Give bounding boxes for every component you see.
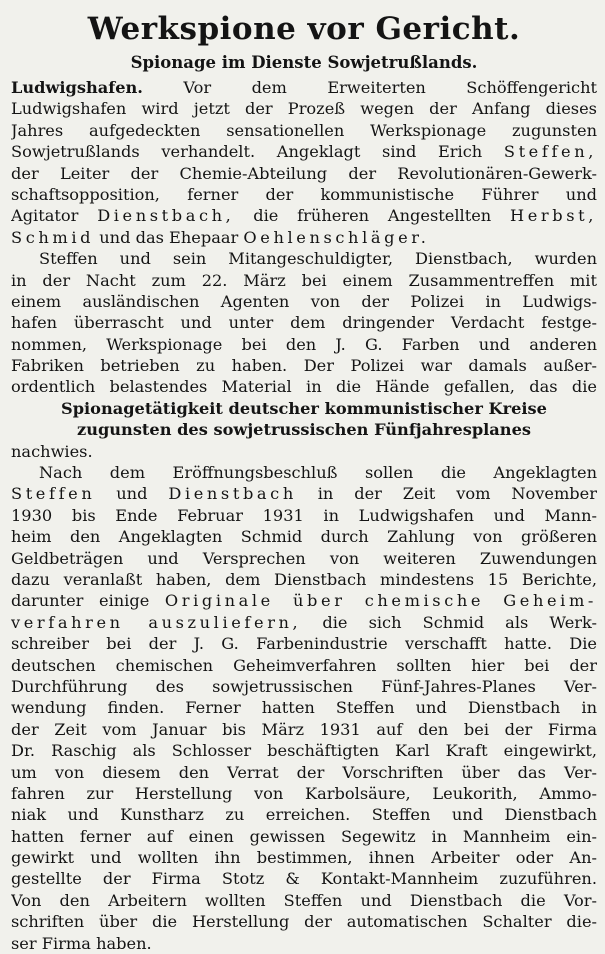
text-line <box>11 270 597 291</box>
text-run: schriften über die Herstellung der automatischen Schalter die- <box>11 912 597 932</box>
text-run: die früheren Angestellten <box>234 206 511 226</box>
text-line <box>11 355 597 376</box>
text-run: ser Firma haben. <box>11 933 152 953</box>
text-line <box>11 590 597 611</box>
text-run: nommen, Werkspionage bei den J. G. Farben und anderen <box>11 334 597 354</box>
text-run: darunter einige <box>11 591 165 611</box>
text-run: Schmid <box>11 227 95 247</box>
article-subheadline: Spionage im Dienste Sowjetrußlands. <box>130 53 478 72</box>
text-run: Herbst, <box>510 206 597 226</box>
text-run: und <box>95 484 169 504</box>
text-line <box>11 312 597 333</box>
text-run: Steffen, <box>503 142 597 162</box>
text-run: ordentlich belastendes Material in die Hände gefallen, das die <box>11 377 597 397</box>
text-line: nachwies. <box>11 441 93 461</box>
text-run: hafen überrascht und unter dem dringender Verdacht festge- <box>11 313 597 333</box>
text-line <box>11 526 597 547</box>
text-run: der Zeit vom Januar bis März 1931 auf den bei der Firma <box>11 719 597 739</box>
text-run: Vor dem Erweiterten Schöffengericht <box>142 78 597 97</box>
text-line <box>11 911 597 932</box>
text-run: Dienstbach <box>168 484 297 504</box>
text-run: niak und Kunstharz zu erreichen. Steffen und Dienstbach <box>11 805 597 825</box>
text-line <box>11 248 597 269</box>
text-run: schreiber bei der J. G. Farbenindustrie verschafft hatte. Die <box>11 634 597 654</box>
text-run: Sowjetrußlands verhandelt. Angeklagt sind Erich <box>11 142 504 162</box>
text-line <box>11 120 597 141</box>
text-line <box>11 227 597 248</box>
text-run: Jahres aufgedeckten sensationellen Werkspionage zugunsten <box>11 120 597 140</box>
text-run: und das Ehepaar <box>94 227 244 247</box>
text-line <box>11 462 597 483</box>
article-body <box>11 77 597 954</box>
text-run: verfahren auszuliefern, <box>11 612 302 632</box>
text-run: 1930 bis Ende Februar 1931 in Ludwigshafen und Mann- <box>11 505 597 525</box>
text-run: um von diesem den Verrat der Vorschriften über das Ver- <box>11 762 597 782</box>
text-line <box>11 740 597 761</box>
text-line <box>11 548 597 569</box>
text-run: in der Nacht zum 22. März bei einem Zusammentreffen mit <box>11 270 597 290</box>
text-line <box>11 569 597 590</box>
text-line <box>11 697 597 718</box>
text-run: Steffen <box>11 484 96 504</box>
text-line <box>11 804 597 825</box>
text-line <box>11 633 597 654</box>
text-line <box>11 205 597 226</box>
text-line <box>11 612 597 633</box>
article-headline: Werkspione vor Gericht. <box>87 11 521 47</box>
text-line <box>11 163 597 184</box>
text-line <box>11 933 597 954</box>
text-run: die sich Schmid als Werk- <box>301 612 597 632</box>
text-run: hatten ferner auf einen gewissen Segewitz in Mannheim ein- <box>11 826 597 846</box>
text-run: Von den Arbeitern wollten Steffen und Dienstbach die Vor- <box>11 890 597 910</box>
text-line <box>11 783 597 804</box>
text-run: fahren zur Herstellung von Karbolsäure, Leukorith, Ammo- <box>11 783 597 803</box>
text-line <box>11 719 597 740</box>
text-line <box>11 890 597 911</box>
text-run: einem ausländischen Agenten von der Polizei in Ludwigs- <box>11 291 597 311</box>
text-run: schaftsopposition, ferner der kommunistische Führer und <box>11 184 597 204</box>
text-run: Originale über chemische Geheim- <box>164 591 597 611</box>
text-line <box>11 483 597 504</box>
text-run: Fabriken betrieben zu haben. Der Polizei war damals außer- <box>11 356 597 376</box>
text-line <box>11 77 597 98</box>
text-run: der Leiter der Chemie-Abteilung der Revolutionären-Gewerk- <box>11 163 597 183</box>
text-line <box>11 826 597 847</box>
text-line <box>11 676 597 697</box>
text-run: wendung finden. Ferner hatten Steffen und Dienstbach in <box>11 698 597 718</box>
text-run: Durchführung des sowjetrussischen Fünf-Jahres-Planes Ver- <box>11 676 597 696</box>
text-line <box>11 98 597 119</box>
emphasized-line: zugunsten des sowjetrussischen Fünfjahresplanes <box>77 420 531 440</box>
text-line <box>11 334 597 355</box>
text-run: gestellte der Firma Stotz & Kontakt-Mannheim zuzuführen. <box>11 869 597 889</box>
text-line <box>11 291 597 312</box>
text-run: Ludwigshafen wird jetzt der Prozeß wegen der Anfang dieses <box>11 99 597 119</box>
text-run: Dienstbach, <box>97 206 235 226</box>
text-run: Nach dem Eröffnungsbeschluß sollen die Angeklagten <box>39 463 597 483</box>
text-run: Geldbeträgen und Versprechen von weiteren Zuwendungen <box>11 548 597 568</box>
emphasized-line: Spionagetätigkeit deutscher kommunistischer Kreise <box>61 398 547 418</box>
text-line <box>11 376 597 397</box>
text-line <box>11 762 597 783</box>
text-line <box>11 868 597 889</box>
text-run: Oehlenschläger. <box>243 227 430 247</box>
text-line <box>11 184 597 205</box>
text-run: heim den Angeklagten Schmid durch Zahlung von größeren <box>11 527 597 547</box>
text-line <box>11 141 597 162</box>
text-run: Ludwigshafen. <box>11 78 143 97</box>
text-run: dazu veranlaßt haben, dem Dienstbach mindestens 15 Berichte, <box>11 569 597 589</box>
text-run: Steffen und sein Mitangeschuldigter, Dienstbach, wurden <box>39 249 597 269</box>
text-run: gewirkt und wollten ihn bestimmen, ihnen Arbeiter oder An- <box>11 848 597 868</box>
text-run: deutschen chemischen Geheimverfahren sollten hier bei der <box>11 655 597 675</box>
text-line <box>11 505 597 526</box>
text-line <box>11 847 597 868</box>
text-run: in der Zeit vom November <box>296 484 597 504</box>
text-run: Agitator <box>11 206 98 226</box>
text-run: Dr. Raschig als Schlosser beschäftigten Karl Kraft eingewirkt, <box>11 741 597 761</box>
text-line <box>11 655 597 676</box>
